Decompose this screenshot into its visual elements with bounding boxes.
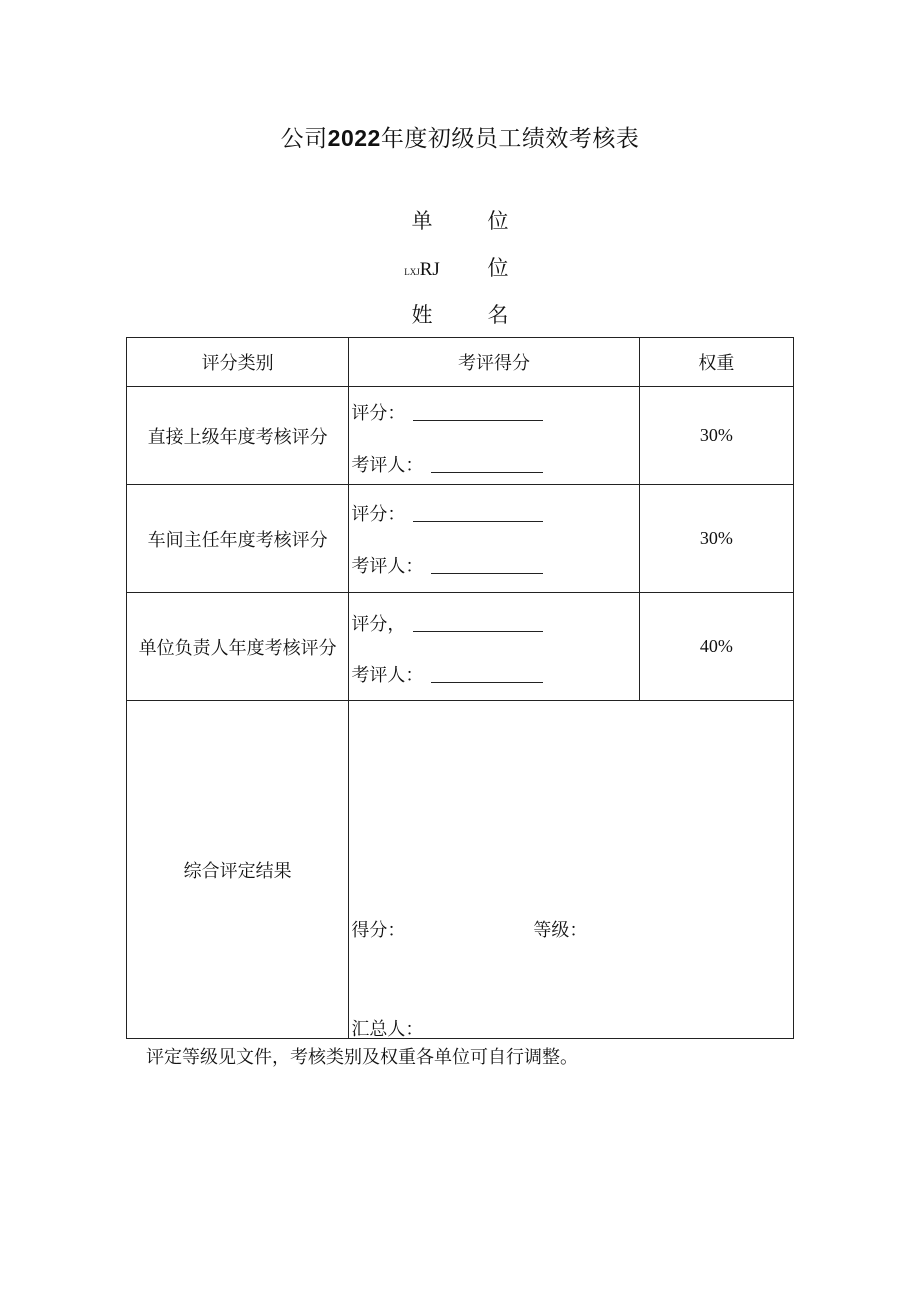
rater-line bbox=[351, 451, 543, 477]
row-weight: 30% bbox=[639, 485, 793, 593]
row-category: 直接上级年度考核评分 bbox=[127, 387, 349, 485]
final-score-label: 得分： bbox=[351, 920, 406, 941]
table-row-final bbox=[127, 701, 794, 1039]
info-name-row bbox=[0, 299, 920, 329]
info-name-char2: 名 bbox=[487, 303, 509, 327]
rater-blank[interactable] bbox=[431, 456, 543, 473]
score-blank[interactable] bbox=[413, 615, 543, 632]
rater-blank[interactable] bbox=[431, 557, 543, 574]
rater-line bbox=[351, 552, 543, 578]
score-cell bbox=[349, 485, 639, 593]
title-year: 2022 bbox=[327, 125, 381, 151]
score-line bbox=[351, 610, 543, 636]
table-row bbox=[127, 485, 794, 593]
info-position-char1: LXJRJ bbox=[404, 259, 440, 280]
final-score-line bbox=[351, 916, 405, 942]
summarizer-label: 汇总人： bbox=[351, 1019, 424, 1040]
score-cell bbox=[349, 387, 639, 485]
rater-line bbox=[351, 661, 543, 687]
table-header-row bbox=[127, 338, 794, 387]
row-category: 车间主任年度考核评分 bbox=[127, 485, 349, 593]
table-row bbox=[127, 387, 794, 485]
info-unit-row bbox=[0, 205, 920, 235]
summarizer-line bbox=[351, 1015, 423, 1041]
final-category: 综合评定结果 bbox=[127, 701, 349, 1039]
footnote: 评定等级见文件，考核类别及权重各单位可自行调整。 bbox=[146, 1047, 578, 1068]
score-label: 评分： bbox=[351, 403, 406, 424]
info-position-char2: 位 bbox=[487, 256, 509, 280]
score-blank[interactable] bbox=[413, 404, 543, 421]
header-category: 评分类别 bbox=[127, 338, 349, 387]
info-unit-char1: 单 bbox=[411, 209, 433, 233]
title-prefix: 公司 bbox=[280, 126, 328, 152]
final-grade-line bbox=[533, 916, 587, 942]
header-weight: 权重 bbox=[639, 338, 793, 387]
info-unit-char2: 位 bbox=[487, 209, 509, 233]
row-weight: 40% bbox=[639, 593, 793, 701]
header-score: 考评得分 bbox=[349, 338, 639, 387]
rater-label: 考评人： bbox=[351, 556, 424, 577]
info-name-char1: 姓 bbox=[411, 303, 433, 327]
table-row bbox=[127, 593, 794, 701]
score-label: 评分， bbox=[351, 614, 406, 635]
final-result-cell bbox=[349, 701, 794, 1039]
score-blank[interactable] bbox=[413, 505, 543, 522]
row-weight: 30% bbox=[639, 387, 793, 485]
rater-blank[interactable] bbox=[431, 666, 543, 683]
info-position-row bbox=[0, 252, 920, 282]
score-label: 评分： bbox=[351, 504, 406, 525]
title-suffix: 年度初级员工绩效考核表 bbox=[380, 126, 640, 152]
rater-label: 考评人： bbox=[351, 455, 424, 476]
score-cell bbox=[349, 593, 639, 701]
document-title bbox=[0, 120, 920, 153]
score-line bbox=[351, 399, 543, 425]
row-category: 单位负责人年度考核评分 bbox=[127, 593, 349, 701]
score-line bbox=[351, 500, 543, 526]
final-grade-label: 等级： bbox=[533, 920, 588, 941]
rater-label: 考评人： bbox=[351, 665, 424, 686]
evaluation-table bbox=[126, 337, 794, 1039]
